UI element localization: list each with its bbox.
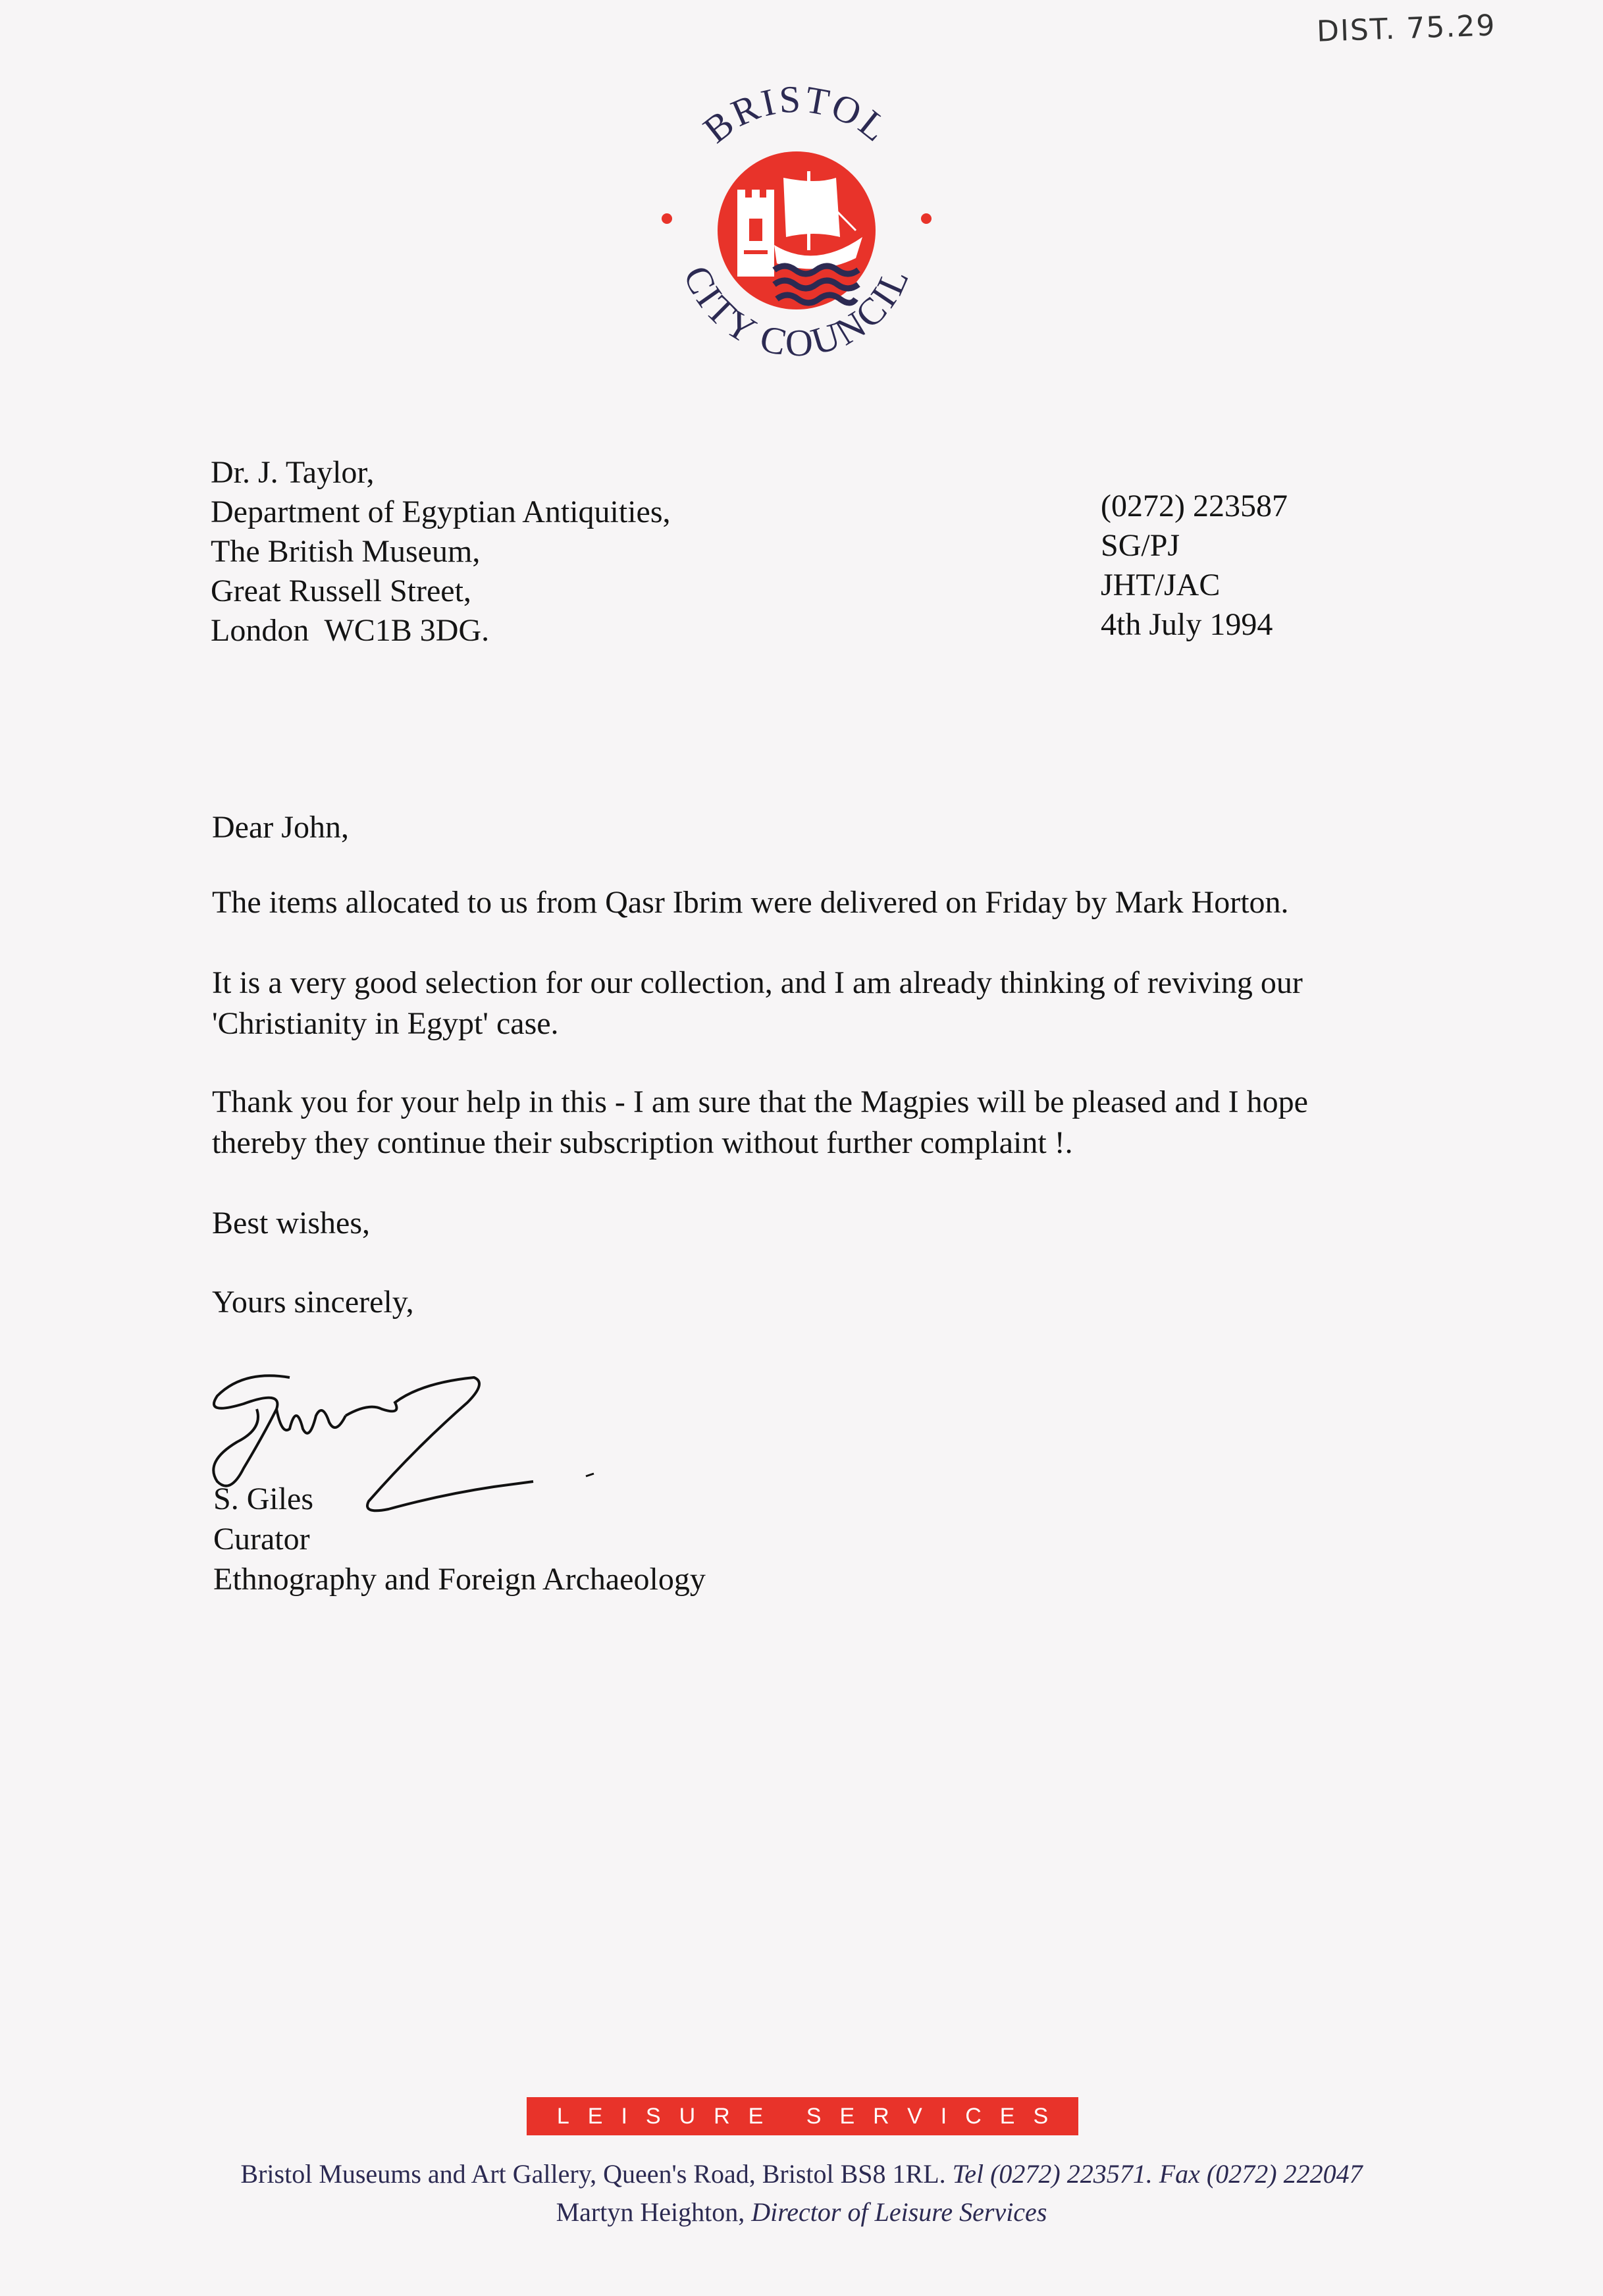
address-line: Dr. J. Taylor, [211,455,375,490]
paragraph-2: It is a very good selection for our collection, and I am already thinking of reviving our 'Christianity in Egypt' case. [212,965,1303,1041]
salutation: Dear John, [212,810,349,845]
footer-address-line [0,2158,1603,2189]
signatory-department: Ethnography and Foreign Archaeology [213,1562,706,1597]
director-title: Director of Leisure Services [751,2197,1047,2227]
leisure-services-banner: LEISURE SERVICES [527,2097,1078,2135]
ship-emblem-icon [718,151,876,309]
paragraph-1: The items allocated to us from Qasr Ibrim were delivered on Friday by Mark Horton. [212,885,1289,920]
closing-yours-sincerely: Yours sincerely, [212,1285,414,1320]
logo-dot-left [662,213,672,224]
signatory-title: Curator [213,1522,310,1557]
logo-dot-right [921,213,932,224]
phone-number: (0272) 223587 [1101,489,1288,523]
paragraph-3: Thank you for your help in this - I am sure that the Magpies will be pleased and I hope thereby they continue their subscription without further complaint !. [212,1084,1308,1160]
signatory-block [213,1479,706,1599]
letter-date: 4th July 1994 [1101,607,1273,642]
address-line: London WC1B 3DG. [211,613,490,648]
address-line: The British Museum, [211,534,481,569]
reference-code: SG/PJ [1101,528,1180,563]
director-name: Martyn Heighton, [556,2197,752,2227]
footer-director-line [0,2197,1603,2228]
address-line: Great Russell Street, [211,574,471,608]
logo-top-text: BRISTOL [695,77,899,151]
reference-block [1101,487,1288,645]
bristol-city-council-logo [645,72,948,388]
recipient-address [211,453,671,651]
closing-best-wishes: Best wishes, [212,1206,370,1241]
footer-contact: Tel (0272) 223571. Fax (0272) 222047 [952,2159,1363,2189]
signatory-name: S. Giles [213,1482,314,1516]
archive-reference-handwritten: DIST. 75.29 [1316,9,1497,49]
logo-bottom-text: CITY COUNCIL [675,259,918,365]
reference-code: JHT/JAC [1101,568,1221,602]
footer-address: Bristol Museums and Art Gallery, Queen's Road, Bristol BS8 1RL. [240,2159,953,2189]
address-line: Department of Egyptian Antiquities, [211,494,671,529]
